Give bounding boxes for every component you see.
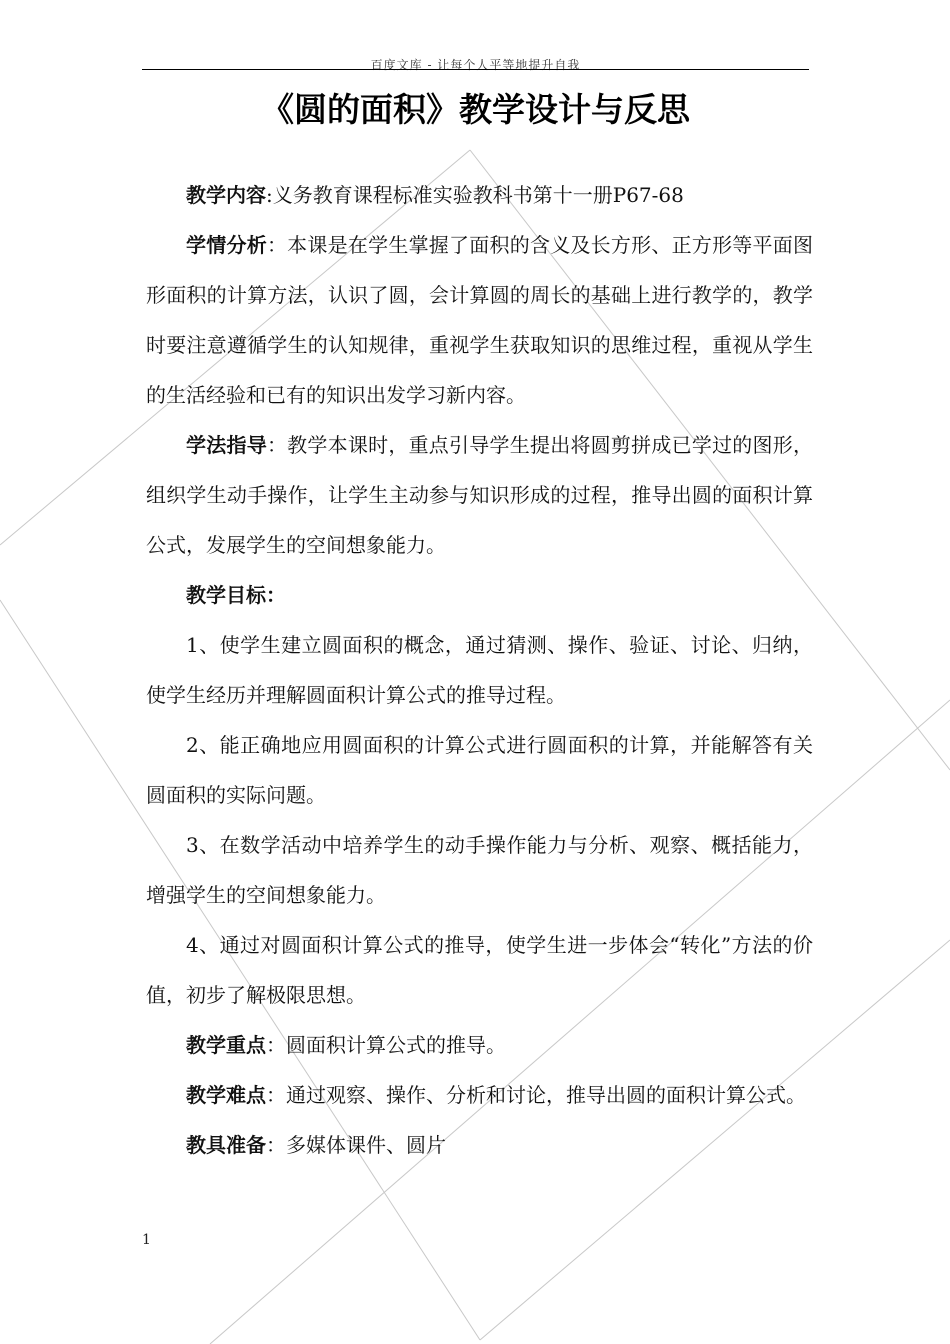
header-rule <box>142 69 809 70</box>
section-text: 圆面积计算公式的推导。 <box>286 1033 506 1057</box>
label-separator: ： <box>266 1083 286 1107</box>
goal-item: 1、使学生建立圆面积的概念，通过猜测、操作、验证、讨论、归纳，使学生经历并理解圆面积计算公式的推导过程。 <box>146 633 813 707</box>
label-separator: ： <box>266 1133 286 1157</box>
section-method <box>146 420 813 570</box>
document-title: 《圆的面积》教学设计与反思 <box>261 90 690 129</box>
goal-item: 3、在数学活动中培养学生的动手操作能力与分析、观察、概括能力，增强学生的空间想象能力。 <box>146 833 813 907</box>
section-text: 本课是在学生掌握了面积的含义及长方形、正方形等平面图形面积的计算方法，认识了圆，会计算圆的周长的基础上进行教学的，教学时要注意遵循学生的认知规律，重视学生获取知识的思维过程，重视从学生的生活经验和已有的知识出发学习新内容。 <box>146 233 814 407</box>
label-separator: ： <box>266 233 288 257</box>
section-label: 教学内容 <box>186 183 266 207</box>
label-separator: ： <box>266 1033 286 1057</box>
section-label: 学法指导 <box>186 433 267 457</box>
section-label: 教学重点 <box>186 1033 266 1057</box>
section-label: 学情分析 <box>186 233 267 257</box>
section-goals <box>146 570 813 620</box>
section-label: 教具准备 <box>186 1133 266 1157</box>
section-analysis <box>146 220 813 420</box>
section-content <box>146 170 813 220</box>
section-tools <box>146 1120 813 1170</box>
section-text: 多媒体课件、圆片 <box>286 1133 446 1157</box>
document-body <box>146 170 813 1170</box>
goal-item: 2、能正确地应用圆面积的计算公式进行圆面积的计算，并能解答有关圆面积的实际问题。 <box>146 733 813 807</box>
goal-item: 4、通过对圆面积计算公式的推导，使学生进一步体会“转化”方法的价值，初步了解极限思想。 <box>146 933 813 1007</box>
section-text: 教学本课时，重点引导学生提出将圆剪拼成已学过的图形，组织学生动手操作，让学生主动参与知识形成的过程，推导出圆的面积计算公式，发展学生的空间想象能力。 <box>146 433 814 557</box>
page-header: 百度文库 - 让每个人平等地提升自我 <box>370 58 581 72</box>
section-difficulty <box>146 1070 813 1120</box>
section-label: 教学难点 <box>186 1083 266 1107</box>
label-separator: : <box>266 183 273 207</box>
section-text: 通过观察、操作、分析和讨论，推导出圆的面积计算公式。 <box>286 1083 806 1107</box>
section-key-point <box>146 1020 813 1070</box>
label-separator: ： <box>266 433 288 457</box>
page-number: 1 <box>142 1232 151 1248</box>
section-label: 教学目标： <box>186 583 286 607</box>
section-text: 义务教育课程标准实验教科书第十一册P67-68 <box>272 183 684 207</box>
